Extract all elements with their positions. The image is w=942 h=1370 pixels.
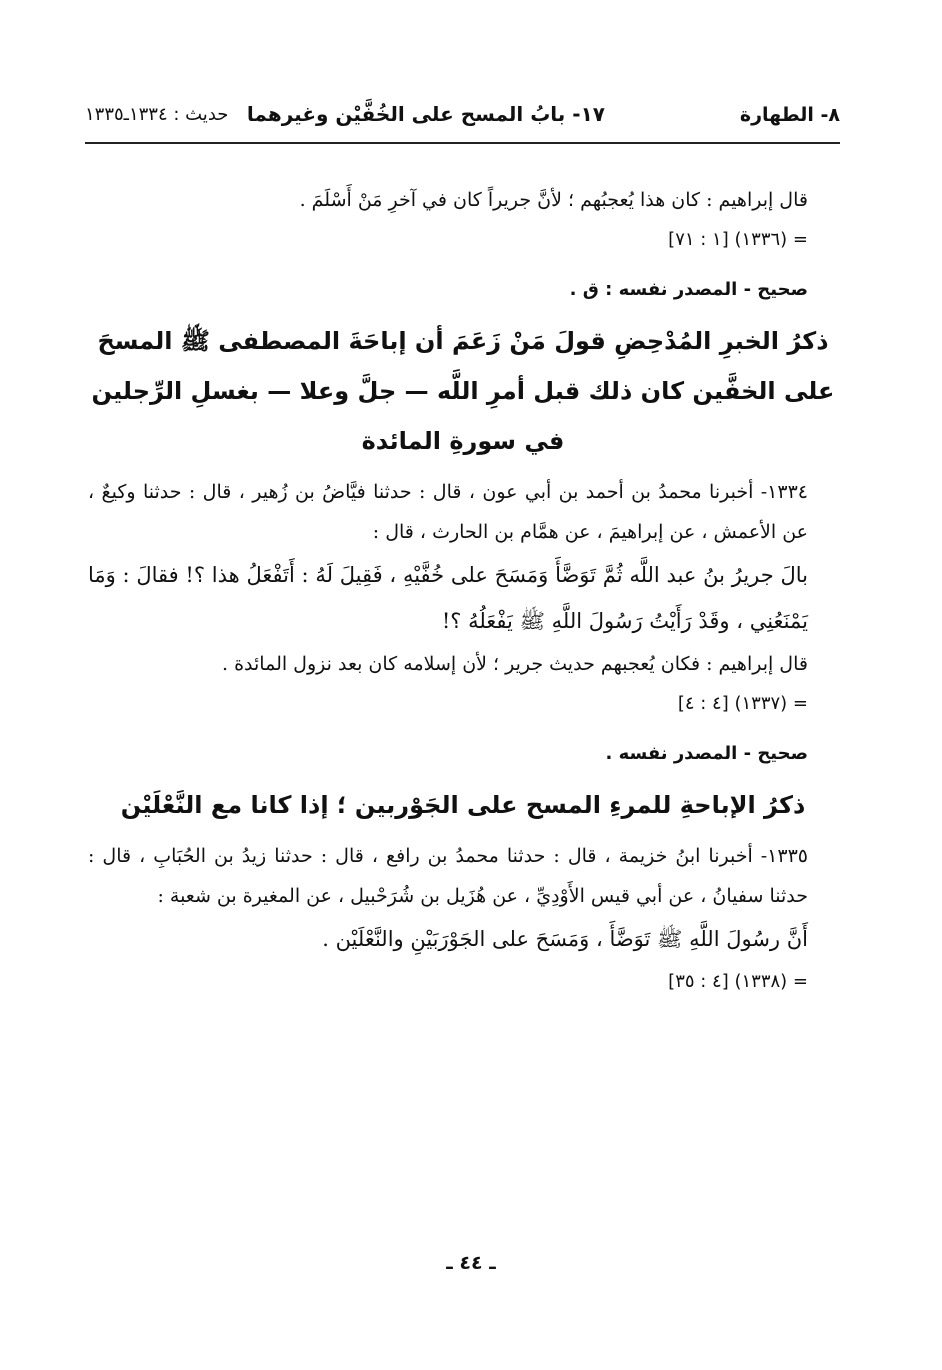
section-heading: ذكرُ الخبرِ المُدْحِضِ قولَ مَنْ زَعَمَ أن إباحَةَ المصطفى ﷺ المسحَ على الخفَّين كان ذلك قبل أمرِ اللَّه — جلَّ وعلا — بغسلِ الرِّجلين في سورةِ المائدة xyxy=(91,327,835,455)
commentary-paragraph: قال إبراهيم : كان هذا يُعجبُهم ؛ لأنَّ جريراً كان في آخرِ مَنْ أَسْلَمَ . xyxy=(299,189,808,211)
cross-reference: = (١٣٣٧) [٤ : ٤] xyxy=(677,693,808,714)
chapter-title: ٨- الطهارة xyxy=(739,104,840,126)
page-body xyxy=(88,180,838,1002)
commentary-paragraph: قال إبراهيم : فكان يُعجبهم حديث جرير ؛ لأن إسلامه كان بعد نزول المائدة . xyxy=(222,653,808,675)
isnad-paragraph: ١٣٣٥- أخبرنا ابنُ خزيمة ، قال : حدثنا محمدُ بن رافع ، قال : حدثنا زيدُ بن الحُبَابِ ، قال : حدثنا سفيانُ ، عن أبي قيس الأَوْدِيِّ ، عن هُزَيل بن شُرَحْبيل ، عن المغيرة بن شعبة : xyxy=(88,845,808,907)
cross-reference: = (١٣٣٨) [٤ : ٣٥] xyxy=(668,971,808,992)
header-rule xyxy=(85,142,840,144)
isnad-paragraph: ١٣٣٤- أخبرنا محمدُ بن أحمد بن أبي عون ، قال : حدثنا فيَّاضُ بن زُهير ، قال : حدثنا وكيعٌ ، عن الأعمش ، عن إبراهيمَ ، عن همَّام بن الحارث ، قال : xyxy=(88,481,808,543)
hadith-range: حديث : ١٣٣٤ـ١٣٣٥ xyxy=(85,104,229,125)
section-heading: ذكرُ الإباحةِ للمرءِ المسح على الجَوْربين ؛ إذا كانا مع النَّعْلَيْن xyxy=(120,791,806,819)
hadith-matn: أَنَّ رسُولَ اللَّهِ ﷺ تَوَضَّأَ ، وَمَسَحَ على الجَوْرَبَيْنِ والنَّعْلَيْن . xyxy=(322,927,808,951)
hadith-matn: بالَ جريرُ بنُ عبد اللَّه ثُمَّ تَوَضَّأَ وَمَسَحَ على خُفَّيْهِ ، فَقِيلَ لَهُ : أَتَفْعَلُ هذا ؟! فقالَ : وَمَا يَمْنَعُنِي ، وقَدْ رَأَيْتُ رَسُولَ اللَّهِ ﷺ يَفْعَلُهُ ؟! xyxy=(88,563,808,633)
grading-note: صحيح - المصدر نفسه . xyxy=(605,743,808,764)
cross-reference: = (١٣٣٦) [١ : ٧١] xyxy=(668,229,808,250)
section-title: ١٧- بابُ المسح على الخُفَّيْن وغيرهما xyxy=(246,102,605,126)
running-header xyxy=(85,100,840,140)
page-number: ـ ٤٤ ـ xyxy=(446,1252,496,1274)
grading-note: صحيح - المصدر نفسه : ق . xyxy=(569,279,808,300)
